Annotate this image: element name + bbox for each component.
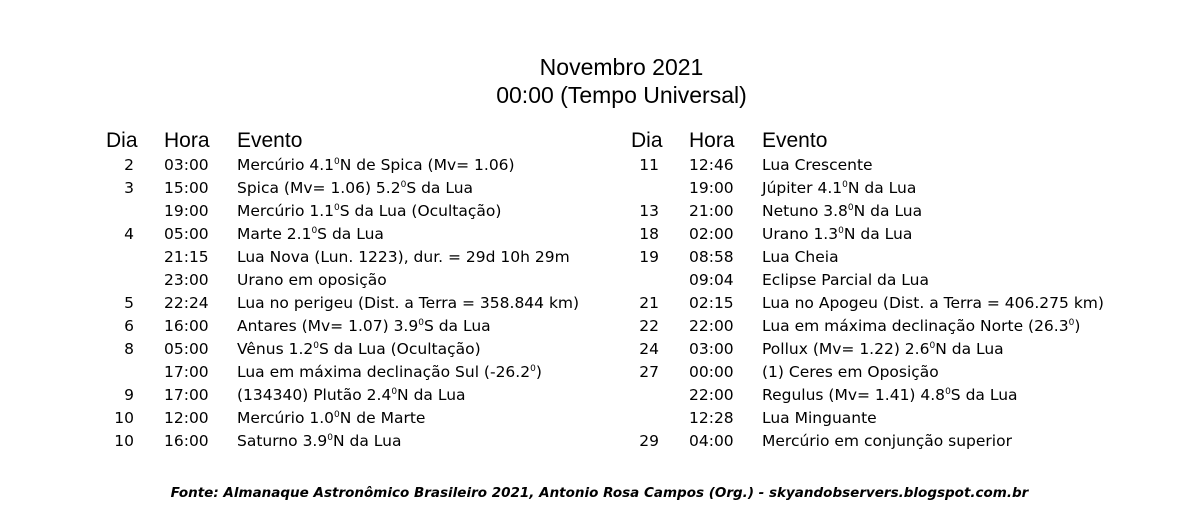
- table-row: [106, 153, 579, 176]
- cell-hora: 05:00: [164, 224, 209, 243]
- event-text: Lua Crescente: [762, 155, 873, 174]
- cell-hora: 12:00: [164, 408, 209, 427]
- table-row: [631, 291, 1104, 314]
- event-text: S da Lua (Ocultação): [318, 339, 481, 358]
- header-hora: Hora: [164, 129, 210, 152]
- cell-evento: [762, 386, 1018, 404]
- header-evento: Evento: [762, 129, 828, 152]
- event-text: Júpiter 4.1: [762, 178, 843, 197]
- table-row: [631, 222, 1104, 245]
- table-row: [106, 245, 579, 268]
- cell-hora: 16:00: [164, 316, 209, 335]
- event-text: (134340) Plutão 2.4: [237, 385, 392, 404]
- cell-evento: [762, 409, 877, 427]
- event-text: Urano em oposição: [237, 270, 387, 289]
- cell-hora: 00:00: [689, 362, 734, 381]
- table-row: [106, 222, 579, 245]
- event-text: Antares (Mv= 1.07) 3.9: [237, 316, 419, 335]
- event-text: Saturno 3.9: [237, 431, 328, 450]
- cell-hora: 22:00: [689, 385, 734, 404]
- event-text: S da Lua (Ocultação): [339, 201, 502, 220]
- event-text: Mercúrio 1.0: [237, 408, 335, 427]
- cell-dia: 9: [124, 385, 134, 404]
- cell-evento: [762, 271, 929, 289]
- cell-evento: [762, 248, 839, 266]
- cell-evento: [237, 317, 491, 335]
- cell-hora: 02:00: [689, 224, 734, 243]
- event-text: N da Lua: [397, 385, 466, 404]
- table-row: [106, 406, 579, 429]
- event-text: N de Marte: [339, 408, 426, 427]
- cell-hora: 21:15: [164, 247, 209, 266]
- cell-hora: 04:00: [689, 431, 734, 450]
- cell-hora: 12:28: [689, 408, 734, 427]
- events-table-right: [631, 126, 1104, 452]
- event-text: Lua em máxima declinação Norte (26.3: [762, 316, 1069, 335]
- event-text: Lua Nova (Lun. 1223), dur. = 29d 10h 29m: [237, 247, 570, 266]
- table-body: [106, 153, 579, 452]
- cell-dia: 10: [114, 408, 134, 427]
- event-text: Netuno 3.8: [762, 201, 848, 220]
- degree-superscript: 0: [311, 225, 318, 236]
- table-row: [631, 176, 1104, 199]
- cell-hora: 08:58: [689, 247, 734, 266]
- event-text: N da Lua: [843, 224, 913, 243]
- event-text: N da Lua: [853, 201, 923, 220]
- cell-hora: 17:00: [164, 385, 209, 404]
- degree-superscript: 0: [313, 340, 319, 351]
- degree-superscript: 0: [334, 202, 340, 213]
- table-row: [106, 314, 579, 337]
- cell-evento: [237, 248, 570, 266]
- cell-evento: [762, 156, 873, 174]
- cell-evento: [237, 202, 501, 220]
- event-text: N de Spica (Mv= 1.06): [339, 155, 515, 174]
- table-row: [106, 337, 579, 360]
- cell-evento: [237, 225, 384, 243]
- cell-evento: [762, 432, 1012, 450]
- cell-evento: [237, 179, 473, 197]
- cell-evento: [762, 317, 1080, 335]
- cell-evento: [237, 432, 401, 450]
- cell-hora: 19:00: [164, 201, 209, 220]
- table-row: [631, 314, 1104, 337]
- cell-hora: 02:15: [689, 293, 734, 312]
- event-text: Vênus 1.2: [237, 339, 314, 358]
- header-hora: Hora: [689, 129, 735, 152]
- cell-hora: 22:00: [689, 316, 734, 335]
- cell-hora: 22:24: [164, 293, 209, 312]
- cell-evento: [762, 363, 939, 381]
- events-table-left: [106, 126, 579, 452]
- source-footer: Fonte: Almanaque Astronômico Brasileiro 2021, Antonio Rosa Campos (Org.) - skyandobservers.blogspot.com.br: [170, 485, 1029, 501]
- cell-evento: [237, 409, 425, 427]
- table-row: [631, 337, 1104, 360]
- event-text: Lua em máxima declinação Sul (-26.2: [237, 362, 531, 381]
- cell-dia: 8: [124, 339, 134, 358]
- cell-hora: 15:00: [164, 178, 209, 197]
- cell-dia: 6: [124, 316, 134, 335]
- degree-superscript: 0: [842, 179, 848, 190]
- event-text: Lua no Apogeu (Dist. a Terra = 406.275 km): [762, 293, 1104, 312]
- degree-superscript: 0: [400, 179, 407, 190]
- cell-hora: 21:00: [689, 201, 734, 220]
- table-row: [106, 360, 579, 383]
- cell-hora: 05:00: [164, 339, 209, 358]
- table-row: [631, 383, 1104, 406]
- table-body: [631, 153, 1104, 452]
- page-subtitle: 00:00 (Tempo Universal): [496, 82, 747, 108]
- cell-dia: 27: [639, 362, 659, 381]
- cell-evento: [237, 386, 466, 404]
- cell-dia: 29: [639, 431, 659, 450]
- event-text: ): [535, 362, 542, 381]
- event-text: Urano 1.3: [762, 224, 839, 243]
- degree-superscript: 0: [929, 340, 936, 351]
- event-text: N da Lua: [935, 339, 1004, 358]
- cell-dia: 19: [639, 247, 659, 266]
- degree-superscript: 0: [530, 363, 536, 374]
- cell-dia: 21: [639, 293, 659, 312]
- event-text: Lua no perigeu (Dist. a Terra = 358.844 km): [237, 293, 580, 312]
- event-text: Mercúrio 1.1: [237, 201, 335, 220]
- event-text: N da Lua: [332, 431, 402, 450]
- cell-hora: 12:46: [689, 155, 734, 174]
- table-row: [631, 429, 1104, 452]
- cell-dia: 24: [639, 339, 659, 358]
- cell-dia: 10: [114, 431, 134, 450]
- table-row: [106, 268, 579, 291]
- cell-hora: 16:00: [164, 431, 209, 450]
- event-text: (1) Ceres em Oposição: [762, 362, 939, 381]
- table-row: [631, 245, 1104, 268]
- table-row: [631, 406, 1104, 429]
- event-text: ): [1074, 316, 1081, 335]
- degree-superscript: 0: [847, 202, 854, 213]
- table-row: [106, 429, 579, 452]
- table-row: [106, 291, 579, 314]
- table-row: [631, 268, 1104, 291]
- degree-superscript: 0: [327, 432, 333, 443]
- event-text: Lua Cheia: [762, 247, 839, 266]
- cell-dia: 18: [639, 224, 659, 243]
- event-text: S da Lua: [950, 385, 1018, 404]
- event-text: S da Lua: [406, 178, 474, 197]
- event-text: S da Lua: [423, 316, 491, 335]
- event-text: Lua Minguante: [762, 408, 877, 427]
- cell-dia: 11: [639, 155, 659, 174]
- cell-evento: [237, 156, 515, 174]
- cell-dia: 22: [639, 316, 659, 335]
- event-text: Pollux (Mv= 1.22) 2.6: [762, 339, 930, 358]
- event-text: Spica (Mv= 1.06) 5.2: [237, 178, 401, 197]
- degree-superscript: 0: [418, 317, 424, 328]
- cell-evento: [237, 363, 542, 381]
- event-text: N da Lua: [847, 178, 917, 197]
- page-title: Novembro 2021: [539, 54, 704, 80]
- table-row: [106, 383, 579, 406]
- degree-superscript: 0: [838, 225, 844, 236]
- degree-superscript: 0: [945, 386, 951, 397]
- event-text: S da Lua: [317, 224, 384, 243]
- header-dia: Dia: [631, 129, 663, 152]
- cell-dia: 13: [639, 201, 659, 220]
- cell-hora: 09:04: [689, 270, 734, 289]
- cell-dia: 3: [124, 178, 134, 197]
- cell-hora: 03:00: [164, 155, 209, 174]
- cell-hora: 23:00: [164, 270, 209, 289]
- cell-dia: 5: [124, 293, 134, 312]
- event-text: Marte 2.1: [237, 224, 312, 243]
- cell-hora: 03:00: [689, 339, 734, 358]
- cell-evento: [762, 179, 916, 197]
- cell-hora: 17:00: [164, 362, 209, 381]
- cell-evento: [237, 271, 387, 289]
- cell-evento: [762, 340, 1004, 358]
- event-text: Mercúrio 4.1: [237, 155, 335, 174]
- degree-superscript: 0: [1068, 317, 1075, 328]
- event-text: Mercúrio em conjunção superior: [762, 431, 1012, 450]
- degree-superscript: 0: [391, 386, 398, 397]
- event-text: Regulus (Mv= 1.41) 4.8: [762, 385, 946, 404]
- header-evento: Evento: [237, 129, 303, 152]
- degree-superscript: 0: [334, 409, 340, 420]
- degree-superscript: 0: [334, 156, 340, 167]
- event-text: Eclipse Parcial da Lua: [762, 270, 929, 289]
- table-row: [631, 153, 1104, 176]
- cell-dia: 4: [124, 224, 134, 243]
- cell-evento: [762, 202, 922, 220]
- table-header: [106, 126, 579, 153]
- table-row: [106, 199, 579, 222]
- cell-evento: [237, 294, 579, 312]
- table-row: [631, 360, 1104, 383]
- table-header: [631, 126, 1104, 153]
- cell-evento: [762, 294, 1104, 312]
- cell-hora: 19:00: [689, 178, 734, 197]
- cell-evento: [762, 225, 912, 243]
- cell-dia: 2: [124, 155, 134, 174]
- cell-evento: [237, 340, 481, 358]
- table-row: [106, 176, 579, 199]
- header-dia: Dia: [106, 129, 138, 152]
- table-row: [631, 199, 1104, 222]
